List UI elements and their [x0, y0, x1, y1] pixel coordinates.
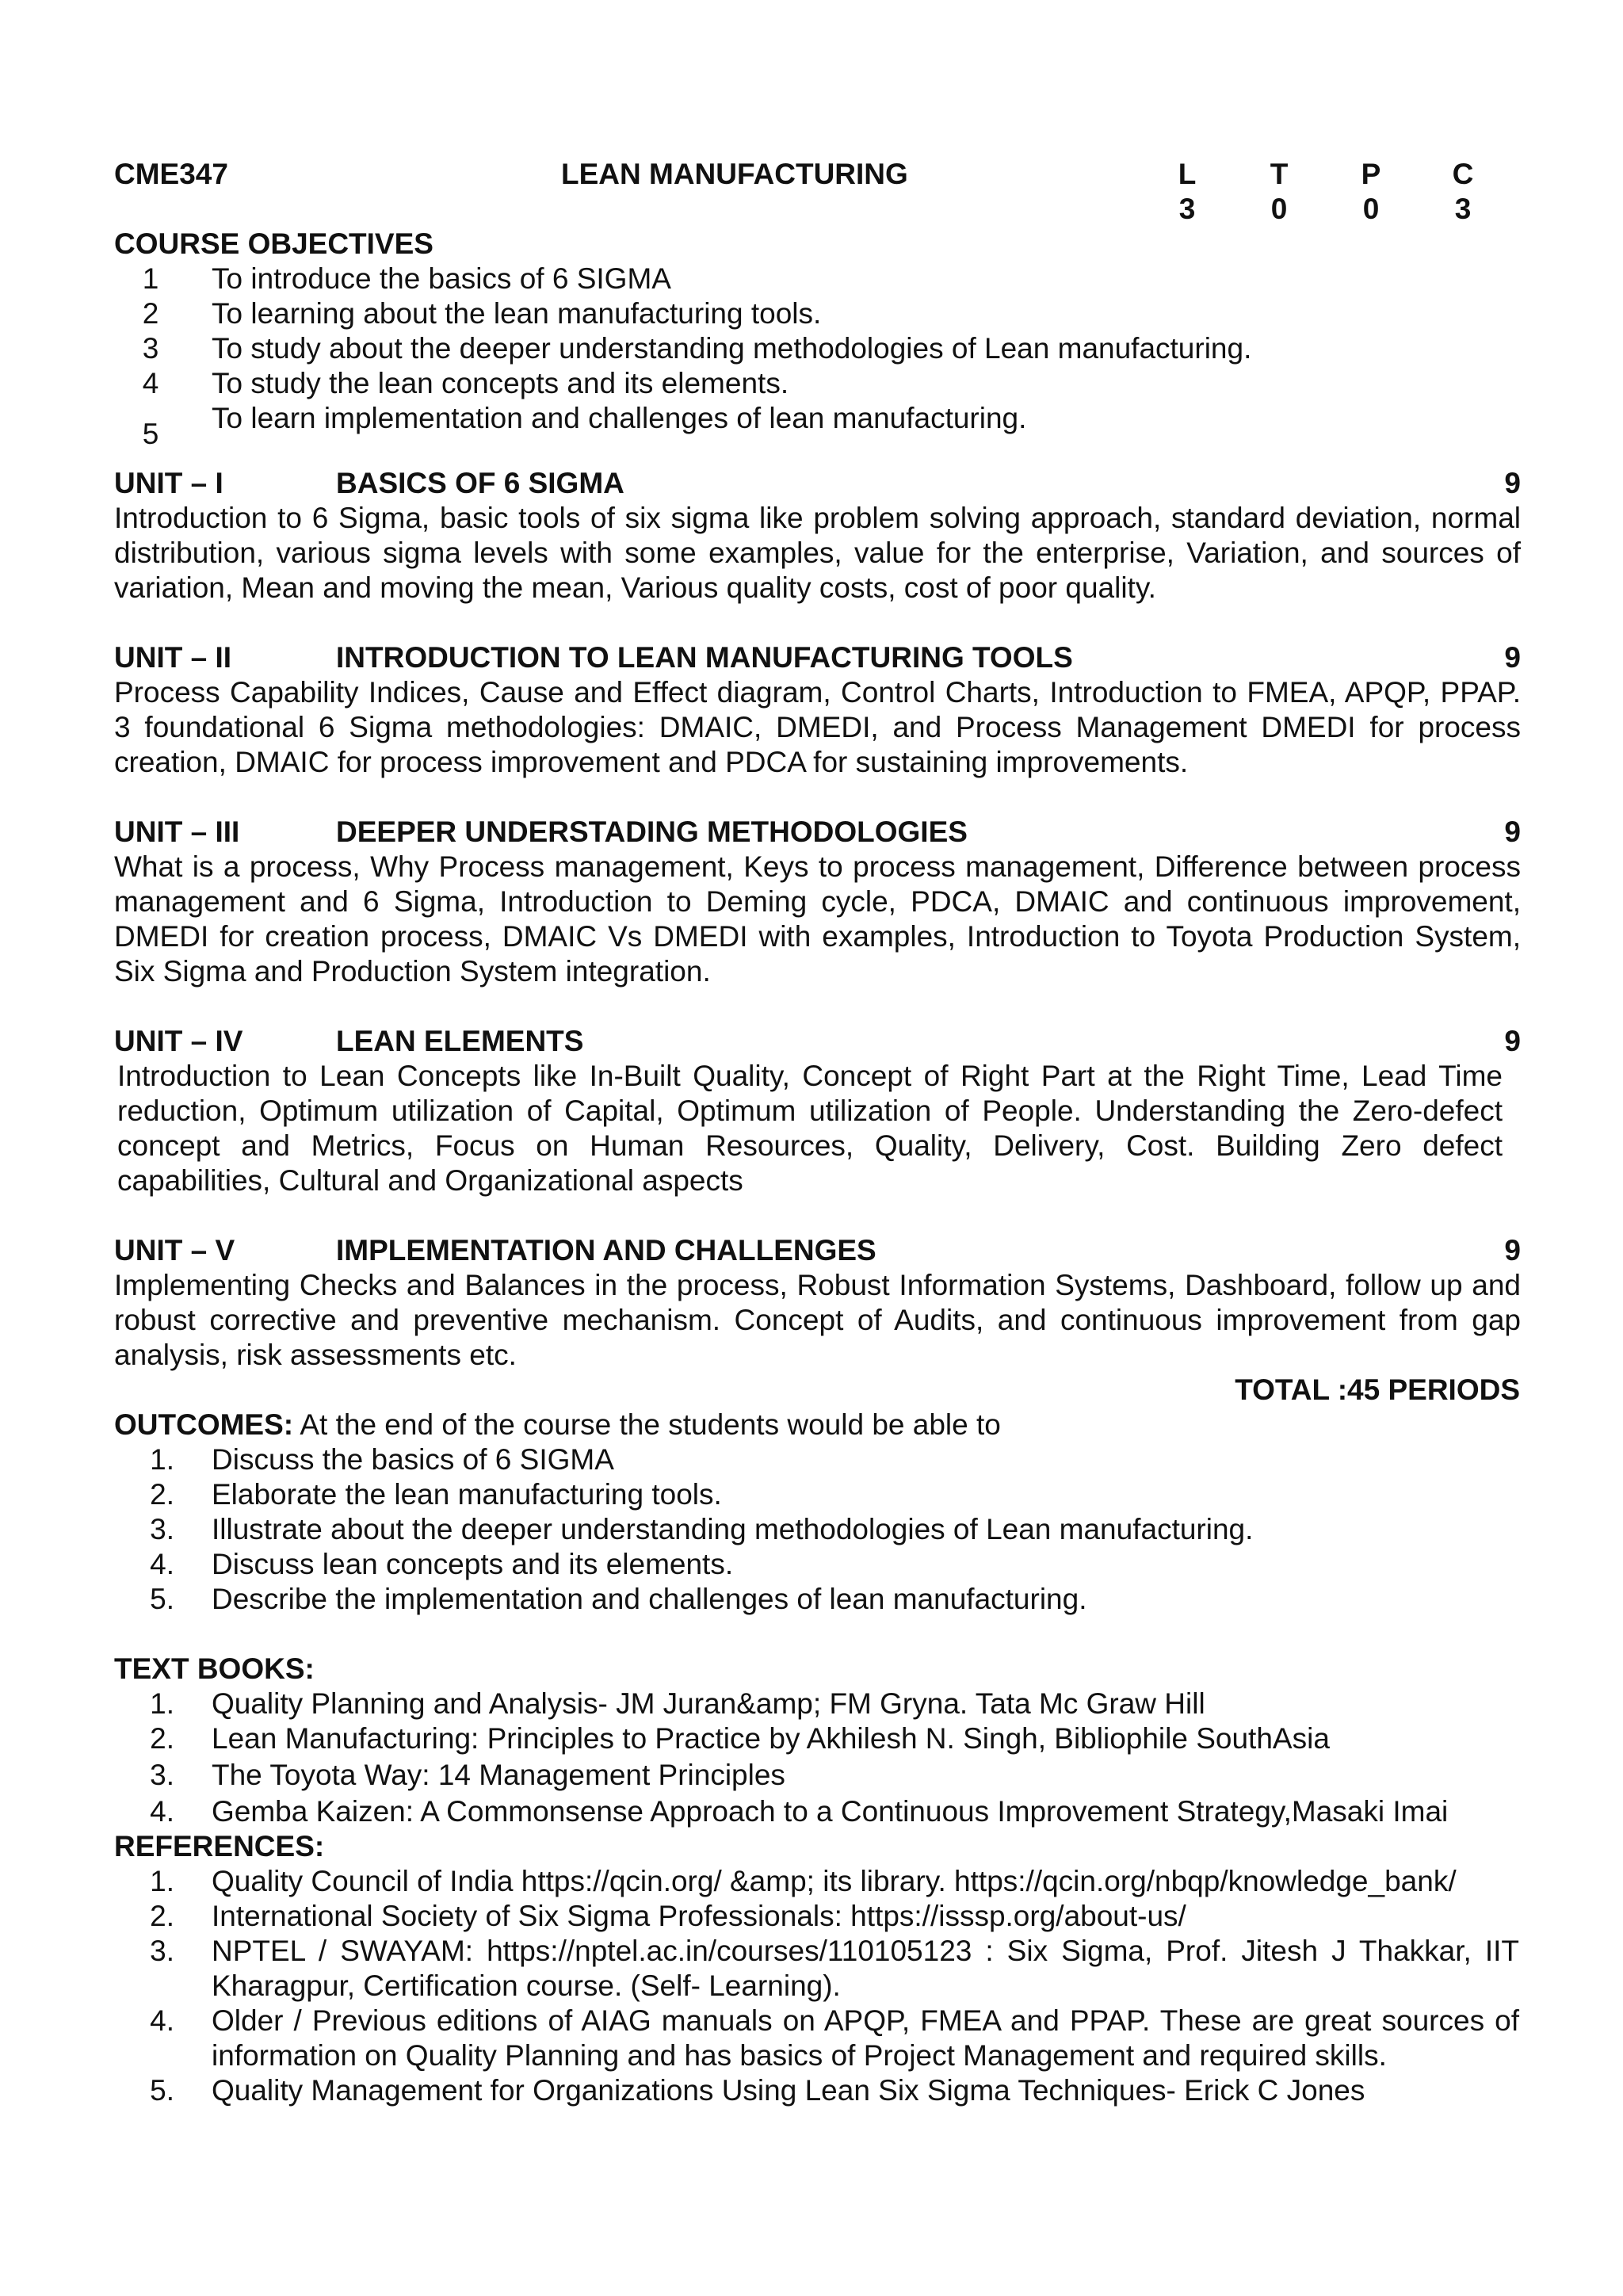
list-item: 4. Older / Previous editions of AIAG manuals on APQP, FMEA and PPAP. These are great sources of information on Quality Planning and has basics of Project Management and required skills. [150, 2004, 1519, 2072]
unit-hours: 9 [1504, 1234, 1521, 1266]
ltpc-value-c: 3 [1454, 193, 1472, 225]
list-item: 3. NPTEL / SWAYAM: https://nptel.ac.in/courses/110105123 : Six Sigma, Prof. Jitesh J Thakkar, IIT Kharagpur, Certification course. (Self- Learning). [150, 1935, 1519, 2002]
ltpc-table [1171, 155, 1488, 227]
list-item: 3 To study about the deeper understanding methodologies of Lean manufacturing. [142, 332, 1252, 365]
list-item: 1 To introduce the basics of 6 SIGMA [142, 262, 671, 295]
ltpc-value-t: 0 [1270, 193, 1288, 225]
list-item: 1. Quality Council of India https://qcin.org/ &amp; its library. https://qcin.org/nbqp/knowledge_bank/ [150, 1865, 1457, 1897]
list-item: 4. Gemba Kaizen: A Commonsense Approach to a Continuous Improvement Strategy,Masaki Imai [150, 1795, 1449, 1828]
list-item: 4 To study the lean concepts and its elements. [142, 367, 789, 399]
unit-5-content: Implementing Checks and Balances in the process, Robust Information Systems, Dashboard, follow up and robust corrective and preventive mechanism. Concept of Audits, and continuous improvement from gap analysis, risk assessments etc. [114, 1269, 1521, 1371]
text-books-list [0, 1687, 1623, 1829]
list-item: 1. Discuss the basics of 6 SIGMA [150, 1443, 614, 1476]
unit-code: UNIT – II [114, 641, 232, 674]
list-item: 5. Quality Management for Organizations Using Lean Six Sigma Techniques- Erick C Jones [150, 2074, 1365, 2107]
unit-3-content: What is a process, Why Process management, Keys to process management, Difference between process management and 6 Sigma, Introduction to Deming cycle, PDCA, DMAIC and continuous improvement, DMEDI for creation process, DMAIC Vs DMEDI with examples, Introduction to Toyota Production System, Six Sigma and Production System integration. [114, 850, 1521, 988]
unit-title: DEEPER UNDERSTADING METHODOLOGIES [336, 816, 968, 848]
list-item: 3. The Toyota Way: 14 Management Principles [150, 1759, 785, 1791]
ltpc-label-l: L [1178, 158, 1197, 190]
total-periods: TOTAL :45 PERIODS [1235, 1373, 1520, 1406]
ltpc-label-p: P [1361, 158, 1381, 190]
list-item: 2. International Society of Six Sigma Professionals: https://isssp.org/about-us/ [150, 1900, 1186, 1932]
list-item: 5 To learn implementation and challenges of lean manufacturing. [142, 402, 1027, 450]
unit-hours: 9 [1504, 467, 1521, 499]
unit-code: UNIT – I [114, 467, 223, 499]
unit-code: UNIT – V [114, 1234, 235, 1266]
unit-title: BASICS OF 6 SIGMA [336, 467, 624, 499]
objectives-list [0, 262, 1623, 450]
ltpc-label-t: T [1270, 158, 1289, 190]
list-item: 4. Discuss lean concepts and its elements. [150, 1548, 734, 1580]
list-item: 5. Describe the implementation and challenges of lean manufacturing. [150, 1583, 1087, 1615]
unit-code: UNIT – III [114, 816, 240, 848]
unit-title: LEAN ELEMENTS [336, 1025, 584, 1057]
list-item: 2. Elaborate the lean manufacturing tools. [150, 1478, 722, 1511]
unit-1-content: Introduction to 6 Sigma, basic tools of six sigma like problem solving approach, standard deviation, normal distribution, various sigma levels with some examples, value for the enterprise, Variation, and sources of variation, Mean and moving the mean, Various quality costs, cost of poor quality. [114, 502, 1521, 604]
unit-title: INTRODUCTION TO LEAN MANUFACTURING TOOLS [336, 641, 1073, 674]
outcomes-heading: OUTCOMES: At the end of the course the students would be able to [114, 1408, 1001, 1441]
unit-2-content: Process Capability Indices, Cause and Effect diagram, Control Charts, Introduction to FMEA, APQP, PPAP. 3 foundational 6 Sigma methodologies: DMAIC, DMEDI, and Process Management DMEDI for process creation, DMAIC for process improvement and PDCA for sustaining improvements. [114, 676, 1521, 778]
course-code: CME347 [114, 158, 228, 190]
unit-5-heading [114, 1233, 1521, 1268]
text-books-heading: TEXT BOOKS: [114, 1652, 315, 1685]
references-heading: REFERENCES: [114, 1830, 325, 1862]
unit-4-content: Introduction to Lean Concepts like In-Built Quality, Concept of Right Part at the Right Time, Lead Time reduction, Optimum utilization of Capital, Optimum utilization of People. Understanding the Zero-defect concept and Metrics, Focus on Human Resources, Quality, Delivery, Cost. Building Zero defect capabilities, Cultural and Organizational aspects [117, 1060, 1503, 1197]
ltpc-label-c: C [1452, 158, 1474, 190]
unit-1-heading [114, 466, 1521, 501]
unit-hours: 9 [1504, 816, 1521, 848]
ltpc-value-p: 0 [1362, 193, 1380, 225]
ltpc-value-l: 3 [1178, 193, 1196, 225]
references-list [0, 1864, 1623, 2108]
unit-3-heading [114, 815, 1521, 850]
unit-title: IMPLEMENTATION AND CHALLENGES [336, 1234, 876, 1266]
outcomes-list [0, 1442, 1623, 1617]
objectives-heading: COURSE OBJECTIVES [114, 227, 433, 260]
list-item: 2 To learning about the lean manufacturing tools. [142, 297, 822, 330]
unit-4-heading [114, 1024, 1521, 1059]
course-title: LEAN MANUFACTURING [561, 158, 908, 190]
list-item: 2. Lean Manufacturing: Principles to Practice by Akhilesh N. Singh, Bibliophile SouthAsia [150, 1722, 1330, 1755]
unit-hours: 9 [1504, 641, 1521, 674]
unit-hours: 9 [1504, 1025, 1521, 1057]
unit-code: UNIT – IV [114, 1025, 243, 1057]
list-item: 1. Quality Planning and Analysis- JM Juran&amp; FM Gryna. Tata Mc Graw Hill [150, 1687, 1205, 1720]
list-item: 3. Illustrate about the deeper understanding methodologies of Lean manufacturing. [150, 1513, 1254, 1545]
unit-2-heading [114, 640, 1521, 675]
